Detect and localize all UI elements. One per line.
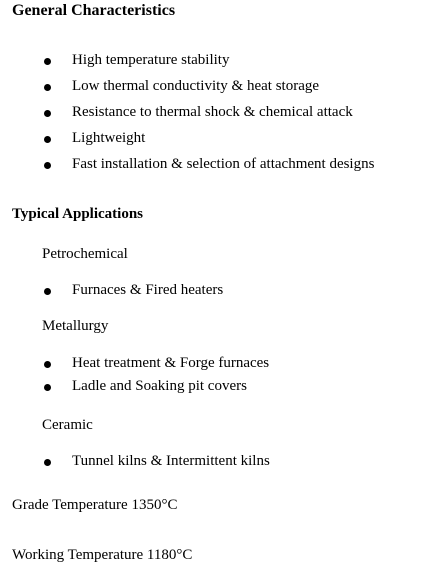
application-group-ceramic: Ceramic xyxy=(42,417,93,433)
list-item: Tunnel kilns & Intermittent kilns xyxy=(72,453,270,469)
bullet-icon xyxy=(44,58,51,65)
bullet-icon xyxy=(44,110,51,117)
bullet-icon xyxy=(44,459,51,466)
bullet-icon xyxy=(44,162,51,169)
typical-applications-heading: Typical Applications xyxy=(12,206,144,222)
list-item: Heat treatment & Forge furnaces xyxy=(72,355,270,371)
list-item: Fast installation & selection of attachment designs xyxy=(72,156,375,172)
list-item: Low thermal conductivity & heat storage xyxy=(72,78,320,94)
application-group-petrochemical: Petrochemical xyxy=(42,246,128,262)
bullet-icon xyxy=(44,136,51,143)
grade-temperature: Grade Temperature 1350°C xyxy=(12,497,178,513)
list-item: Lightweight xyxy=(72,130,146,146)
list-item: Resistance to thermal shock & chemical attack xyxy=(72,104,353,120)
bullet-icon xyxy=(44,84,51,91)
bullet-icon xyxy=(44,384,51,391)
general-characteristics-heading: General Characteristics xyxy=(12,2,176,19)
bullet-icon xyxy=(44,288,51,295)
application-group-metallurgy: Metallurgy xyxy=(42,318,109,334)
bullet-icon xyxy=(44,361,51,368)
list-item: High temperature stability xyxy=(72,52,230,68)
working-temperature: Working Temperature 1180°C xyxy=(12,547,193,563)
list-item: Furnaces & Fired heaters xyxy=(72,282,224,298)
list-item: Ladle and Soaking pit covers xyxy=(72,378,247,394)
